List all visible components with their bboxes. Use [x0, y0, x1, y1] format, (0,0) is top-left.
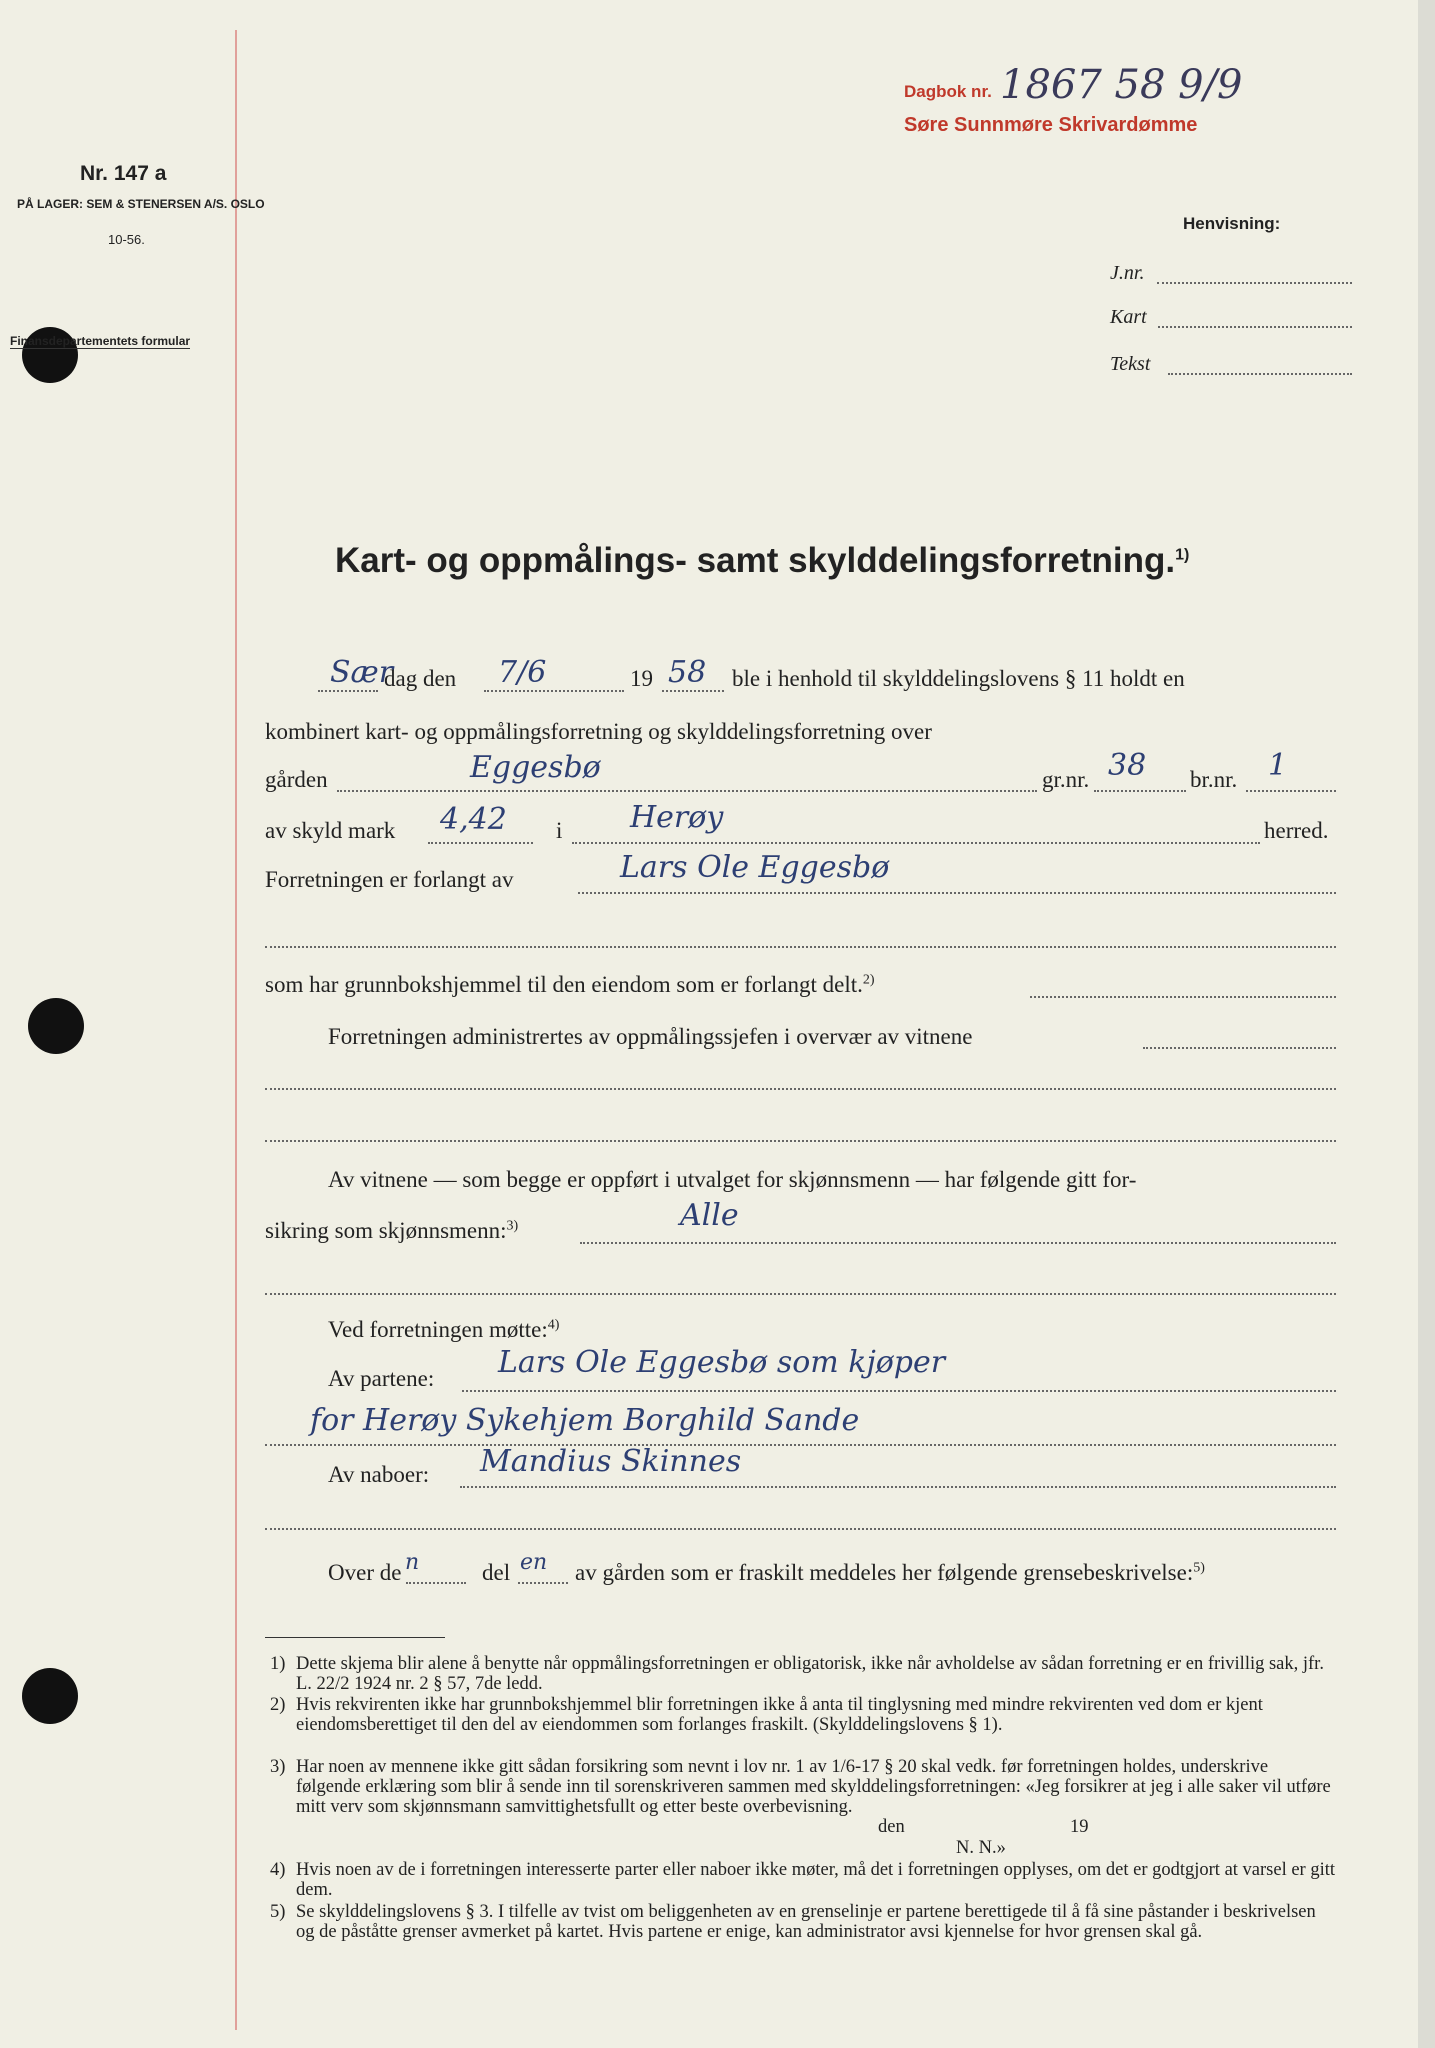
- witness-line-2: [265, 1140, 1336, 1142]
- footnote-3-sign: N. N.»: [956, 1838, 1006, 1858]
- footnote-2: Hvis rekvirenten ikke har grunnbokshjemmel blir forretningen ikke å anta til tinglysning med mindre rekvirenten ved dom er kjent eiendomsberettiget til den del av eiendommen som forlanges fraskilt. (Skylddelingslovens § 1).: [296, 1695, 1263, 1735]
- punch-hole: [22, 1668, 78, 1724]
- year-line: [662, 690, 724, 692]
- line7-line: [1143, 1047, 1336, 1049]
- witnesses-line: [580, 1242, 1336, 1244]
- line7-text: Forretningen administrertes av oppmålingssjefen i overvær av vitnene: [328, 1024, 973, 1049]
- over-field: n: [405, 1550, 420, 1575]
- part-field: en: [520, 1550, 548, 1575]
- attended-label: Ved forretningen møtte:$^{4)}$: [328, 1317, 560, 1342]
- over-label: Over de: [328, 1560, 402, 1585]
- district-field: Herøy: [630, 800, 724, 835]
- neighbors-line: [460, 1486, 1336, 1488]
- tax-value-line: [428, 842, 533, 844]
- date-line: [484, 690, 624, 692]
- gnr-label: gr.nr.: [1042, 767, 1090, 792]
- year-field: 58: [668, 655, 707, 690]
- parties-line: [462, 1390, 1336, 1392]
- journal-number: 1867 58 9/9: [1000, 62, 1243, 108]
- requested-by-line-2: [265, 946, 1336, 948]
- parties-field-2: for Herøy Sykehjem Borghild Sande: [310, 1403, 860, 1438]
- reference-heading: Henvisning:: [1183, 214, 1281, 233]
- parties-label: Av partene:: [328, 1366, 435, 1391]
- requested-by-label: Forretningen er forlangt av: [265, 867, 514, 892]
- footnote-3-number: 3): [270, 1757, 286, 1777]
- form-date-code: 10-56.: [108, 232, 145, 247]
- text-ref-label: Tekst: [1110, 353, 1151, 375]
- map-ref-label: Kart: [1110, 306, 1147, 328]
- form-number: Nr. 147 a: [80, 162, 167, 185]
- farm-label: gården: [265, 767, 328, 792]
- line9-label: sikring som skjønnsmenn:$^{3)}$: [265, 1218, 519, 1243]
- neighbors-line-2: [265, 1528, 1336, 1530]
- journal-ref-line: [1157, 282, 1352, 284]
- footnote-4-number: 4): [270, 1860, 286, 1880]
- requested-by-field: Lars Ole Eggesbø: [620, 850, 890, 885]
- date-field: 7/6: [498, 655, 547, 690]
- parties-field: Lars Ole Eggesbø som kjøper: [498, 1345, 946, 1380]
- witness-line-1: [265, 1088, 1336, 1090]
- tax-value-label: av skyld mark: [265, 818, 396, 843]
- line6-text: som har grunnbokshjemmel til den eiendom som er forlangt delt.$^{2)}$: [265, 972, 875, 997]
- footnote-1: Dette skjema blir alene å benytte når oppmålingsforretningen er obligatorisk, ikke når avholdelse av sådan forretning er en frivillig sak, jfr. L. 22/2 1924 nr. 2 § 57, 7de ledd.: [296, 1654, 1324, 1694]
- part-label: del: [482, 1560, 511, 1585]
- tax-value-field: 4,42: [440, 802, 507, 837]
- herred-label: herred.: [1264, 818, 1329, 843]
- parties-line-2: [265, 1444, 1336, 1446]
- bnr-line: [1246, 790, 1336, 792]
- footnote-3: Har noen av mennene ikke gitt sådan forsikring som nevnt i lov nr. 1 av 1/6-17 § 20 skal vedk. før forretningen holdes, underskrive følgende erklæring som blir å sende inn til sorenskriveren sammen med skylddelingsforretningen: «Jeg forsikrer at jeg i alle saker vil utføre mitt verv som skjønnsmann samvittighetsfullt og etter beste overbevisning.: [296, 1757, 1331, 1817]
- witnesses-line-2: [265, 1293, 1336, 1295]
- farm-name-field: Eggesbø: [470, 750, 601, 785]
- witnesses-field: Alle: [680, 1198, 739, 1233]
- footnote-5-number: 5): [270, 1902, 286, 1922]
- document-title: Kart- og oppmålings- samt skylddelingsforretning.$^{1)}$: [335, 541, 1190, 580]
- map-ref-line: [1158, 326, 1352, 328]
- weekday-line: [318, 690, 378, 692]
- year-prefix: 19: [630, 666, 653, 691]
- punch-hole: [28, 998, 84, 1054]
- neighbors-field: Mandius Skinnes: [480, 1444, 742, 1479]
- gnr-line: [1094, 790, 1186, 792]
- farm-line: [337, 790, 1037, 792]
- line6-line: [1030, 996, 1336, 998]
- in-label: i: [556, 818, 563, 843]
- weekday-field: Sær: [330, 655, 394, 690]
- form-supplier: PÅ LAGER: SEM & STENERSEN A/S. OSLO: [17, 197, 265, 211]
- court-stamp: Søre Sunnmøre Skrivardømme: [904, 114, 1198, 136]
- line8-text: Av vitnene — som begge er oppført i utvalget for skjønnsmenn — har følgende gitt for-: [328, 1167, 1137, 1192]
- footnote-1-number: 1): [270, 1654, 286, 1674]
- gnr-field: 38: [1108, 748, 1147, 783]
- requested-by-line: [578, 892, 1336, 894]
- bnr-field: 1: [1268, 748, 1288, 783]
- part-line: [518, 1582, 568, 1584]
- footnote-4: Hvis noen av de i forretningen interesserte parter eller naboer ikke møter, må det i forretningen opplyses, om det er godtgjort at varsel er gitt dem.: [296, 1860, 1336, 1900]
- department-form: Finansdepartementets formular: [10, 334, 191, 348]
- footnote-rule: [265, 1637, 445, 1638]
- footnote-2-number: 2): [270, 1695, 286, 1715]
- date-label: dag den: [384, 666, 457, 691]
- over-line: [406, 1582, 466, 1584]
- journal-stamp-label: Dagbok nr.: [904, 82, 992, 101]
- margin-line: [235, 30, 237, 2030]
- journal-ref-label: J.nr.: [1110, 262, 1145, 284]
- line2-text: kombinert kart- og oppmålingsforretning og skylddelingsforretning over: [265, 719, 932, 744]
- line1-text: ble i henhold til skylddelingslovens § 11 holdt en: [732, 666, 1185, 691]
- footnote-3-year: 19: [1070, 1817, 1089, 1837]
- footnote-5: Se skylddelingslovens § 3. I tilfelle av tvist om beliggenheten av en grenselinje er partene berettigede til å få sine påstander i beskrivelsen og de påståtte grenser avmerket på kartet. Hvis partene er enige, kan administrator avsi kjennelse for hvor grensen skal gå.: [296, 1902, 1316, 1942]
- bnr-label: br.nr.: [1190, 767, 1238, 792]
- district-line: [572, 842, 1260, 844]
- neighbors-label: Av naboer:: [328, 1462, 430, 1487]
- text-ref-line: [1168, 373, 1352, 375]
- footnote-3-den: den: [878, 1817, 905, 1837]
- line14-text: av gården som er fraskilt meddeles her følgende grensebeskrivelse:$^{5)}$: [575, 1560, 1205, 1585]
